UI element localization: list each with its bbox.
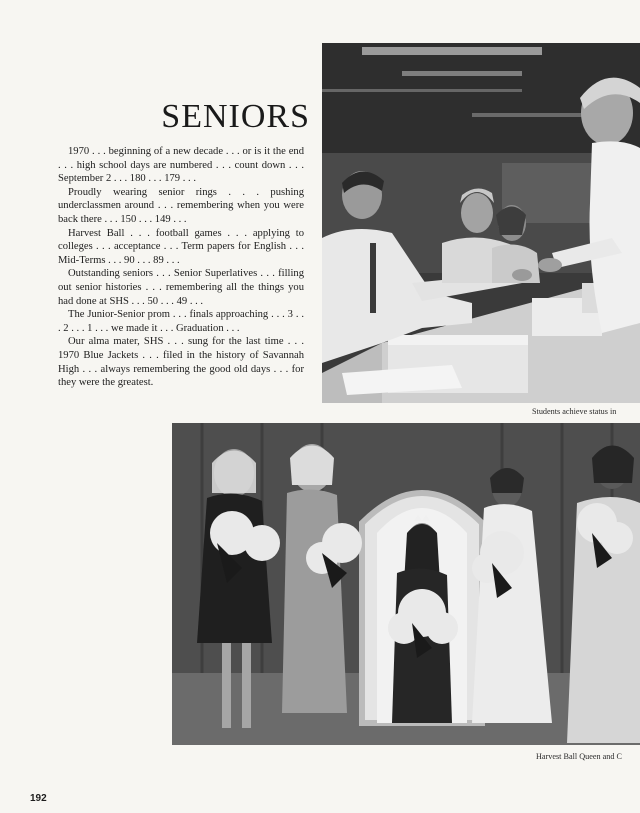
paragraph: 1970 . . . beginning of a new decade . . . or is it the end . . . high school days are numbered . . . count down . . . September 2 . . . 180 . . . 179 . . . bbox=[58, 146, 304, 185]
top-photo-caption: Students achieve status in bbox=[532, 407, 617, 416]
page-number: 192 bbox=[30, 793, 47, 804]
paragraph: Our alma mater, SHS . . . sung for the last time . . . 1970 Blue Jackets . . . filed in the history of Savannah High . . . always remembering the good old days . . . for they were the greatest. bbox=[58, 336, 304, 389]
page-title: SENIORS bbox=[161, 98, 310, 135]
article-body bbox=[58, 145, 304, 390]
photo-harvest-ball-court bbox=[172, 423, 640, 745]
bottom-photo-caption: Harvest Ball Queen and C bbox=[536, 752, 622, 761]
paragraph: The Junior-Senior prom . . . finals approaching . . . 3 . . . 2 . . . 1 . . . we made it . . . Graduation . . . bbox=[58, 309, 304, 334]
paragraph: Outstanding seniors . . . Senior Superlatives . . . filling out senior histories . . . remembering all the things you had done at SHS . . . 50 . . . 49 . . . bbox=[58, 268, 304, 307]
paragraph: Harvest Ball . . . football games . . . applying to colleges . . . acceptance . . . Term papers for English . . . Mid-Terms . . . 90 . . . 89 . . . bbox=[58, 227, 304, 266]
paragraph: Proudly wearing senior rings . . . pushing underclassmen around . . . remembering when you were back there . . . 150 . . . 149 . . . bbox=[58, 186, 304, 225]
photo-senior-ring-counter bbox=[322, 43, 640, 403]
